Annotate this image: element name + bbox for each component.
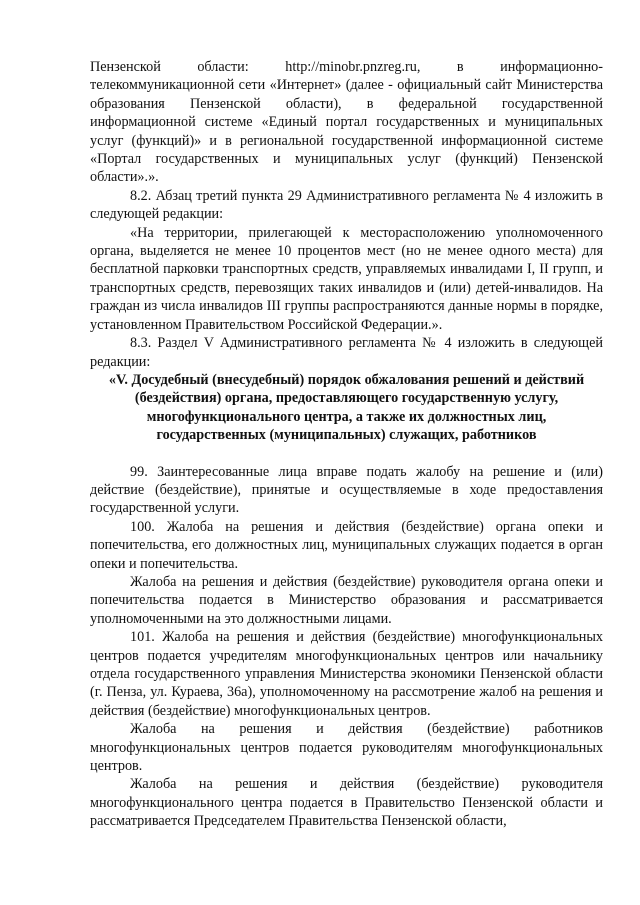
paragraph-99: 99. Заинтересованные лица вправе подать жалобу на решение и (или) действие (бездействие), принятые и осуществляемые в ходе предоставления государственной услуги.	[90, 463, 603, 517]
paragraph-8-2: 8.2. Абзац третий пункта 29 Административного регламента № 4 изложить в следующей редакции:	[90, 187, 603, 223]
paragraph-100: 100. Жалоба на решения и действия (бездействие) органа опеки и попечительства, его должностных лиц, муниципальных служащих подается в орган опеки и попечительства.	[90, 518, 603, 572]
paragraph-continuation: Пензенской области: http://minobr.pnzreg.ru, в информационно-телекоммуникационной сети «Интернет» (далее - официальный сайт Министерства образования Пензенской области), в федеральной государственной информационной системе «Единый портал государственных и муниципальных услуг (функций)» и в региональной государственной информационной системе «Портал государственных и муниципальных услуг (функций) Пензенской области».».	[90, 59, 603, 186]
paragraph-8-3: 8.3. Раздел V Административного регламента № 4 изложить в следующей редакции:	[90, 335, 603, 370]
section-heading: «V. Досудебный (внесудебный) порядок обжалования решений и действий (бездействия) органа, предоставляющего государственную услугу, многофункционального центра, а также их должностных лиц, государственных (муниципальных) служащих, работников	[108, 371, 585, 444]
paragraph-101-workers: Жалоба на решения и действия (бездействие) работников многофункциональных центров подается руководителям многофункциональных центров.	[90, 721, 603, 775]
paragraph-100-head: Жалоба на решения и действия (бездействие) руководителя органа опеки и попечительства подается в Министерство образования и рассматривается уполномоченными на это должностными лицами.	[90, 573, 603, 627]
paragraph-parking-quote: «На территории, прилегающей к месторасположению уполномоченного органа, выделяется не менее 10 процентов мест (но не менее одного места) для бесплатной парковки транспортных средств, управляемых инвалидами I, II групп, и транспортных средств, перевозящих таких инвалидов и (или) детей-инвалидов. На граждан из числа инвалидов III группы распространяются данные нормы в порядке, установленном Правительством Российской Федерации.».	[90, 224, 603, 333]
paragraph-101-head: Жалоба на решения и действия (бездействие) руководителя многофункционального центра подается в Правительство Пензенской области и рассматривается Председателем Правительства Пензенской области,	[90, 776, 603, 830]
spacer	[90, 445, 603, 463]
paragraph-101: 101. Жалоба на решения и действия (бездействие) многофункциональных центров подается учредителям многофункциональных центров или начальнику отдела государственного управления Министерства экономики Пензенской области (г. Пенза, ул. Кураева, 36а), уполномоченному на рассмотрение жалоб на решения и действия (бездействие) многофункциональных центров.	[90, 629, 603, 719]
document-body	[90, 58, 603, 831]
